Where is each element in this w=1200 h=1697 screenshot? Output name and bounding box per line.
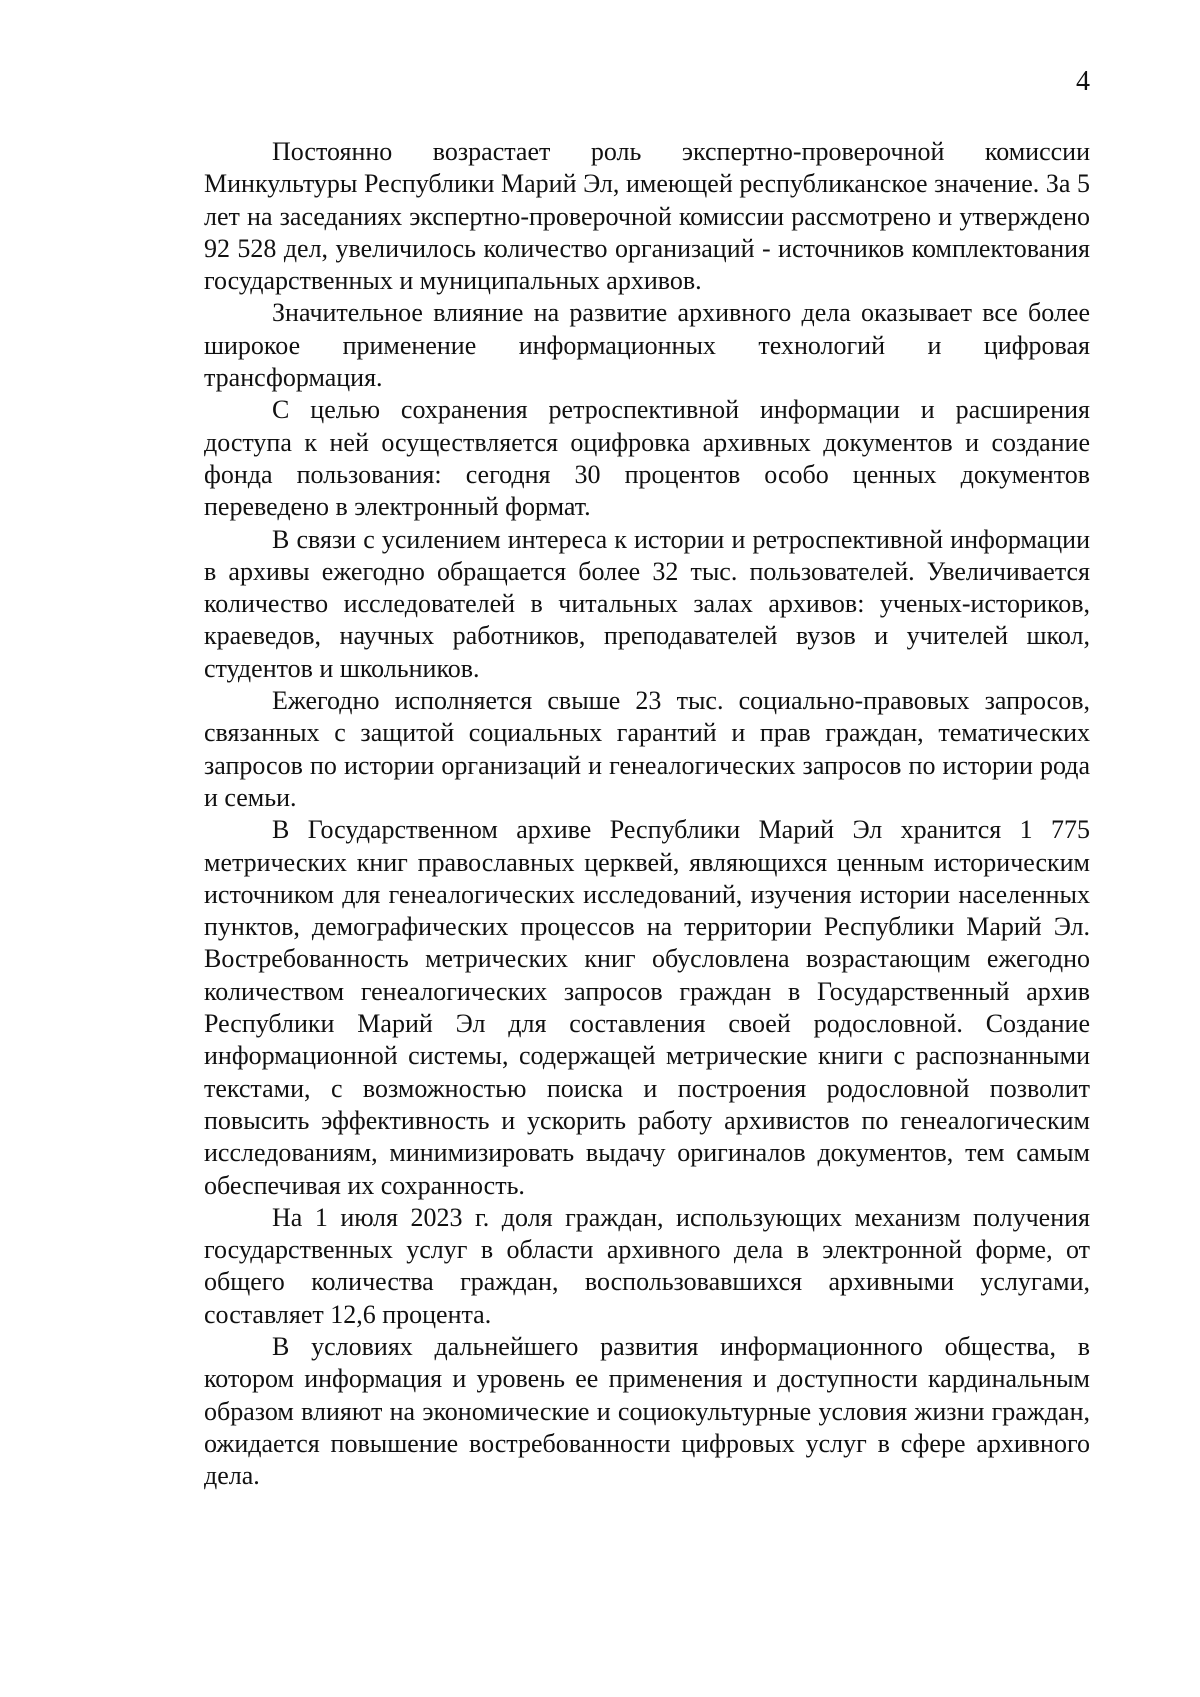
page-number: 4 (1076, 66, 1090, 97)
paragraph-users: В связи с усилением интереса к истории и ретроспективной информации в архивы ежегодно обращается более 32 тыс. пользователей. Увеличивается количество исследователей в читальных залах архивов: ученых-историков, краеведов, научных работников, преподавателей вузов и учителей школ, студентов и школьников. (204, 524, 1090, 683)
paragraph-information-society: В условиях дальнейшего развития информационного общества, в котором информация и уровень ее применения и доступности кардинальным образом влияют на экономические и социокультурные условия жизни граждан, ожидается повышение востребованности цифровых услуг в сфере архивного дела. (204, 1331, 1090, 1491)
paragraph-metric-books: В Государственном архиве Республики Марий Эл хранится 1 775 метрических книг православных церквей, являющихся ценным историческим источником для генеалогических исследований, изучения истории населенных пунктов, демографических процессов на территории Республики Марий Эл. Востребованность метрических книг обусловлена возрастающим ежегодно количеством генеалогических запросов граждан в Государственный архив Республики Марий Эл для составления своей родословной. Создание информационной системы, содержащей метрические книги с распознанными текстами, с возможностью поиска и построения родословной позволит повысить эффективность и ускорить работу архивистов по генеалогическим исследованиям, минимизировать выдачу оригиналов документов, тем самым обеспечивая их сохранность. (204, 815, 1090, 1200)
document-body (204, 136, 1090, 1492)
paragraph-digital-transformation: Значительное влияние на развитие архивного дела оказывает все более широкое применение информационных технологий и цифровая трансформация. (204, 298, 1090, 393)
paragraph-commission-role: Постоянно возрастает роль экспертно-проверочной комиссии Минкультуры Республики Марий Эл, имеющей республиканское значение. За 5 лет на заседаниях экспертно-проверочной комиссии рассмотрено и утверждено 92 528 дел, увеличилось количество организаций - источников комплектования государственных и муниципальных архивов. (204, 137, 1090, 296)
paragraph-requests: Ежегодно исполняется свыше 23 тыс. социально-правовых запросов, связанных с защитой социальных гарантий и прав граждан, тематических запросов по истории организаций и генеалогических запросов по истории рода и семьи. (204, 686, 1090, 812)
paragraph-digitization: С целью сохранения ретроспективной информации и расширения доступа к ней осуществляется оцифровка архивных документов и создание фонда пользования: сегодня 30 процентов особо ценных документов переведено в электронный формат. (204, 395, 1090, 522)
paragraph-e-services-share: На 1 июля 2023 г. доля граждан, использующих механизм получения государственных услуг в области архивного дела в электронной форме, от общего количества граждан, воспользовавшихся архивными услугами, составляет 12,6 процента. (204, 1202, 1090, 1329)
